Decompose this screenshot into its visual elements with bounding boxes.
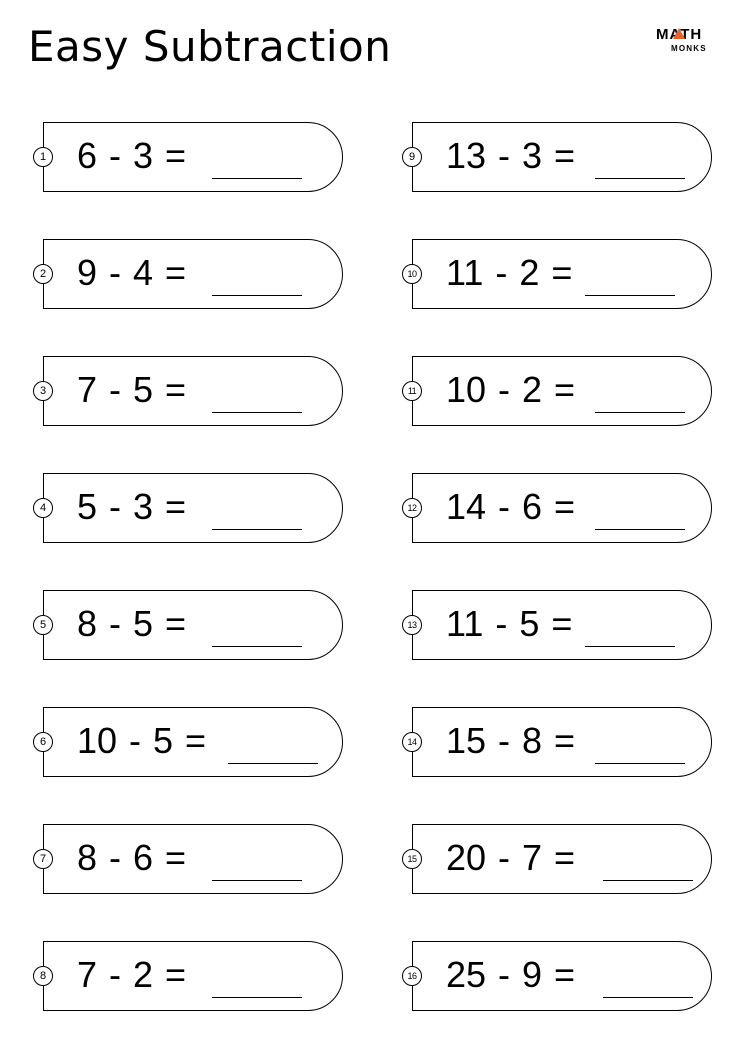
problem-expression: 10 - 5 = <box>77 720 207 761</box>
answer-blank[interactable] <box>585 646 675 647</box>
answer-blank[interactable] <box>228 763 318 764</box>
problem-number: 11 <box>402 381 422 401</box>
problem-number: 4 <box>33 498 53 518</box>
problem-number: 14 <box>402 732 422 752</box>
problem-box <box>39 590 343 660</box>
logo-wordmark-top: MATH <box>656 26 703 43</box>
answer-blank[interactable] <box>212 412 302 413</box>
problem-expression: 25 - 9 = <box>446 954 576 995</box>
problem-box <box>407 590 712 660</box>
problem-expression: 11 - 5 = <box>446 603 573 644</box>
answer-blank[interactable] <box>212 178 302 179</box>
answer-blank[interactable] <box>595 178 685 179</box>
answer-blank[interactable] <box>595 763 685 764</box>
answer-blank[interactable] <box>595 412 685 413</box>
answer-blank[interactable] <box>212 880 302 881</box>
problem-expression: 14 - 6 = <box>446 486 576 527</box>
problem-box <box>407 356 712 426</box>
problem-number: 15 <box>402 849 422 869</box>
problem-box <box>39 707 343 777</box>
problem-expression: 13 - 3 = <box>446 135 576 176</box>
answer-blank[interactable] <box>603 997 693 998</box>
problem-box <box>39 239 343 309</box>
problem-box <box>39 356 343 426</box>
problem-number: 10 <box>402 264 422 284</box>
problem-expression: 11 - 2 = <box>446 252 573 293</box>
answer-blank[interactable] <box>603 880 693 881</box>
answer-blank[interactable] <box>212 529 302 530</box>
problem-number: 9 <box>402 147 422 167</box>
problem-box <box>39 473 343 543</box>
page-title: Easy Subtraction <box>28 22 392 71</box>
logo-triangle-icon <box>673 28 685 39</box>
problem-number: 3 <box>33 381 53 401</box>
problem-expression: 8 - 6 = <box>77 837 187 878</box>
problem-number: 13 <box>402 615 422 635</box>
problem-box <box>39 122 343 192</box>
problem-number: 8 <box>33 966 53 986</box>
problem-number: 5 <box>33 615 53 635</box>
problem-box <box>407 239 712 309</box>
answer-blank[interactable] <box>212 997 302 998</box>
problem-expression: 5 - 3 = <box>77 486 187 527</box>
problem-number: 1 <box>33 147 53 167</box>
problem-number: 7 <box>33 849 53 869</box>
problem-number: 16 <box>402 966 422 986</box>
problem-expression: 20 - 7 = <box>446 837 576 878</box>
problem-number: 6 <box>33 732 53 752</box>
problem-box <box>39 941 343 1011</box>
problem-box <box>407 707 712 777</box>
problem-box <box>407 941 712 1011</box>
answer-blank[interactable] <box>212 295 302 296</box>
problem-box <box>407 473 712 543</box>
problem-box <box>39 824 343 894</box>
problem-number: 2 <box>33 264 53 284</box>
problem-box <box>407 824 712 894</box>
problem-expression: 8 - 5 = <box>77 603 187 644</box>
answer-blank[interactable] <box>212 646 302 647</box>
answer-blank[interactable] <box>585 295 675 296</box>
problem-expression: 7 - 2 = <box>77 954 187 995</box>
problem-expression: 7 - 5 = <box>77 369 187 410</box>
problem-expression: 9 - 4 = <box>77 252 187 293</box>
problem-expression: 10 - 2 = <box>446 369 576 410</box>
math-monks-logo <box>656 26 718 56</box>
logo-wordmark-bottom: MONKS <box>671 44 707 53</box>
answer-blank[interactable] <box>595 529 685 530</box>
problem-number: 12 <box>402 498 422 518</box>
problem-expression: 15 - 8 = <box>446 720 576 761</box>
problem-box <box>408 122 712 192</box>
problem-expression: 6 - 3 = <box>77 135 187 176</box>
